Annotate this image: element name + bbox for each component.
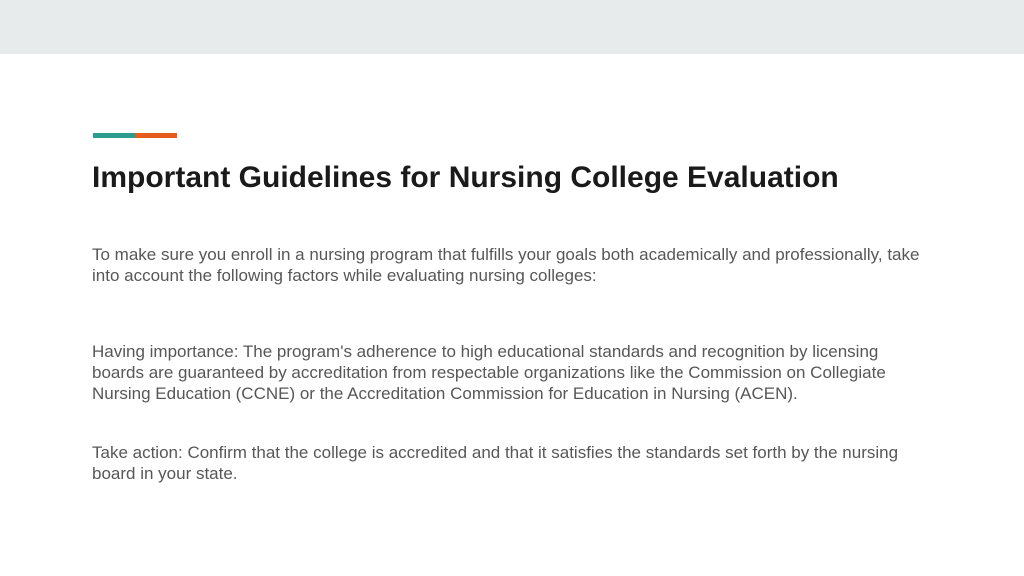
title-accent-bar — [93, 133, 177, 138]
top-band — [0, 0, 1024, 54]
intro-paragraph: To make sure you enroll in a nursing program that fulfills your goals both academically and professionally, take into account the following factors while evaluating nursing colleges: — [92, 245, 920, 285]
accent-teal-segment — [93, 133, 135, 138]
accent-orange-segment — [135, 133, 177, 138]
importance-paragraph: Having importance: The program's adherence to high educational standards and recognition by licensing boards are guaranteed by accreditation from respectable organizations like the Commission on Collegiate Nursing Education (CCNE) or the Accreditation Commission for Education in Nursing (ACEN). — [92, 342, 886, 403]
slide-title: Important Guidelines for Nursing College Evaluation — [92, 161, 839, 194]
action-paragraph: Take action: Confirm that the college is accredited and that it satisfies the standards set forth by the nursing board in your state. — [92, 443, 899, 483]
